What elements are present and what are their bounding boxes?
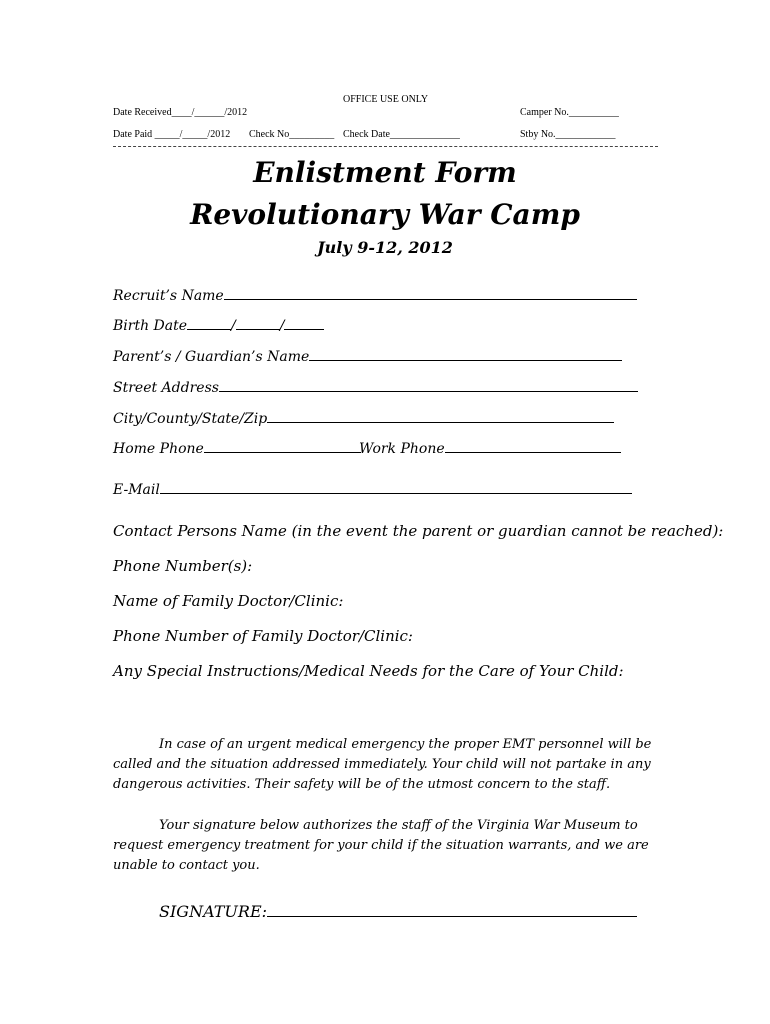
emergency-text: In case of an urgent medical emergency the proper EMT personnel will be called and the situation addressed immediately. Your child will not partake in any dangerous activities. Their safety will be of the utmost concern to the staff. (113, 737, 652, 792)
recruit-name-label: Recruit’s Name (113, 288, 224, 304)
birth-day-input-line[interactable] (236, 317, 280, 330)
birth-date-separator: / (231, 318, 236, 334)
authorization-text: Your signature below authorizes the staff of the Virginia War Museum to request emergency treatment for your child if the situation warrants, and we are unable to contact you. (113, 818, 649, 873)
guardian-name-row (113, 348, 622, 365)
standby-number-field: Stby No.____________ (520, 129, 616, 140)
recruit-name-row (113, 287, 637, 304)
signature-row (159, 902, 637, 921)
birth-year-input-line[interactable] (284, 317, 324, 330)
contact-person-question: Contact Persons Name (in the event the parent or guardian cannot be reached): (113, 522, 724, 540)
work-phone-label: Work Phone (359, 441, 445, 457)
city-state-zip-input-line[interactable] (267, 410, 614, 423)
signature-input-line[interactable] (267, 903, 637, 917)
date-paid-field: Date Paid _____/_____/2012 (113, 129, 231, 140)
birth-date-row (113, 317, 324, 334)
family-doctor-question: Name of Family Doctor/Clinic: (113, 592, 344, 610)
form-title: Enlistment Form (253, 156, 517, 189)
authorization-paragraph (113, 816, 658, 876)
home-phone-row (113, 440, 361, 457)
office-divider (113, 146, 658, 147)
signature-label: SIGNATURE: (159, 902, 268, 921)
phone-numbers-question: Phone Number(s): (113, 557, 253, 575)
camp-title: Revolutionary War Camp (190, 198, 580, 231)
check-number-field: Check No_________ (249, 129, 335, 140)
guardian-name-label: Parent’s / Guardian’s Name (113, 349, 310, 365)
emergency-paragraph (113, 735, 658, 795)
city-state-zip-row (113, 410, 614, 427)
email-row (113, 481, 632, 498)
date-received-field: Date Received____/______/2012 (113, 107, 248, 118)
email-input-line[interactable] (160, 481, 632, 494)
recruit-name-input-line[interactable] (224, 287, 637, 300)
home-phone-input-line[interactable] (204, 440, 361, 453)
email-label: E-Mail (113, 482, 160, 498)
street-address-row (113, 379, 638, 396)
guardian-name-input-line[interactable] (309, 348, 622, 361)
birth-date-label: Birth Date (113, 318, 188, 334)
camp-dates: July 9-12, 2012 (317, 238, 453, 257)
street-address-input-line[interactable] (219, 379, 638, 392)
work-phone-row (359, 440, 621, 457)
work-phone-input-line[interactable] (445, 440, 621, 453)
check-date-field: Check Date______________ (343, 129, 460, 140)
home-phone-label: Home Phone (113, 441, 204, 457)
street-address-label: Street Address (113, 380, 219, 396)
city-state-zip-label: City/County/State/Zip (113, 411, 268, 427)
birth-month-input-line[interactable] (187, 317, 231, 330)
camper-number-field: Camper No.__________ (520, 107, 619, 118)
special-needs-question: Any Special Instructions/Medical Needs for the Care of Your Child: (113, 662, 624, 680)
doctor-phone-question: Phone Number of Family Doctor/Clinic: (113, 627, 413, 645)
office-use-heading: OFFICE USE ONLY (343, 94, 429, 105)
birth-date-separator: / (279, 318, 285, 334)
